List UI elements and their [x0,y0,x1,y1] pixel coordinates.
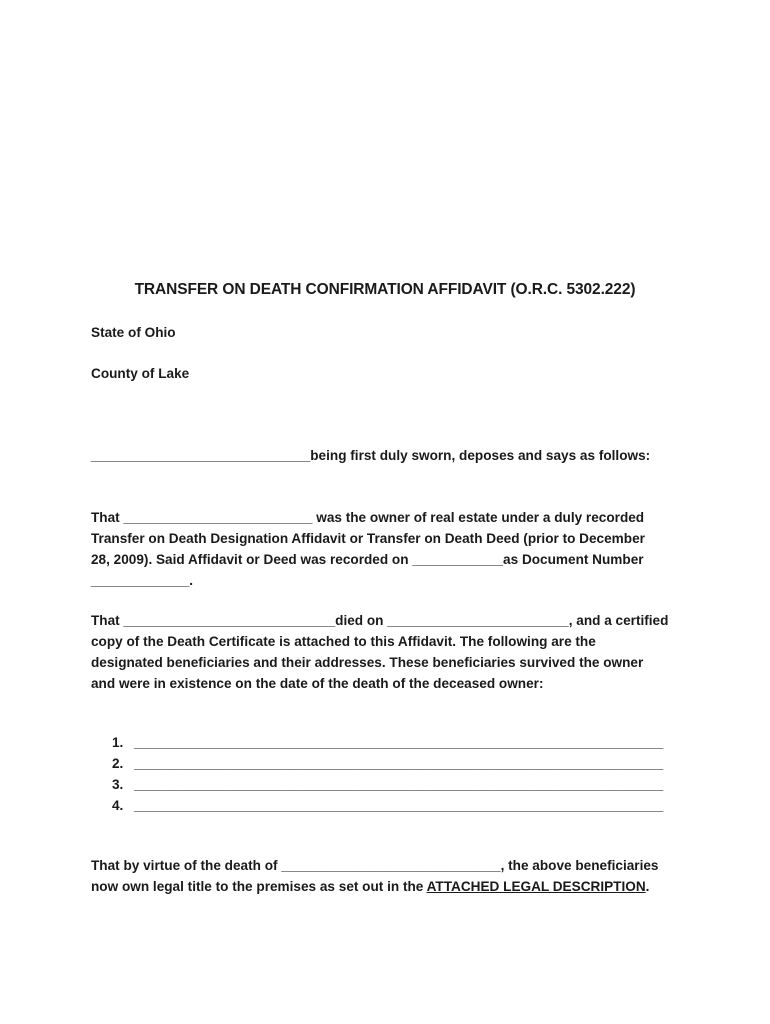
list-item [112,753,663,774]
list-number: 4. [112,798,124,813]
beneficiary-list [112,732,663,816]
state-line: State of Ohio [91,325,176,340]
title-paragraph-text: now own legal title to the premises as set out in the [91,879,427,894]
death-paragraph-line: and were in existence on the date of the death of the deceased owner: [91,676,544,691]
list-item [112,774,663,795]
ownership-paragraph [91,507,691,591]
sworn-statement: _____________________________being first duly sworn, deposes and says as follows: [91,448,651,463]
list-number: 2. [112,756,124,771]
death-paragraph-line: designated beneficiaries and their addresses. These beneficiaries survived the owner [91,655,644,670]
death-paragraph-line: copy of the Death Certificate is attached to this Affidavit. The following are the [91,634,596,649]
beneficiary-blank: ______________________________________________________________________ [134,777,664,792]
ownership-paragraph-line: That _________________________ was the owner of real estate under a duly recorded [91,510,645,525]
list-item [112,732,663,753]
beneficiary-blank: ______________________________________________________________________ [134,798,664,813]
list-number: 3. [112,777,124,792]
ownership-paragraph-line: Transfer on Death Designation Affidavit or Transfer on Death Deed (prior to December [91,531,645,546]
document-title: TRANSFER ON DEATH CONFIRMATION AFFIDAVIT (O.R.C. 5302.222) [134,281,636,298]
title-paragraph [91,855,691,897]
beneficiary-blank: ______________________________________________________________________ [134,735,664,750]
title-paragraph-line: That by virtue of the death of _____________________________, the above beneficiaries [91,858,659,873]
list-item [112,795,663,816]
list-number: 1. [112,735,124,750]
legal-description-reference: ATTACHED LEGAL DESCRIPTION [426,879,646,894]
death-paragraph-line: That ____________________________died on ________________________, and a certified [91,613,669,628]
death-paragraph [91,610,691,694]
title-paragraph-period: . [645,879,650,894]
ownership-paragraph-line: _____________. [91,573,194,588]
title-paragraph-line [91,876,691,897]
ownership-paragraph-line: 28, 2009). Said Affidavit or Deed was recorded on ____________as Document Number [91,552,644,567]
beneficiary-blank: ______________________________________________________________________ [134,756,664,771]
county-line: County of Lake [91,366,190,381]
